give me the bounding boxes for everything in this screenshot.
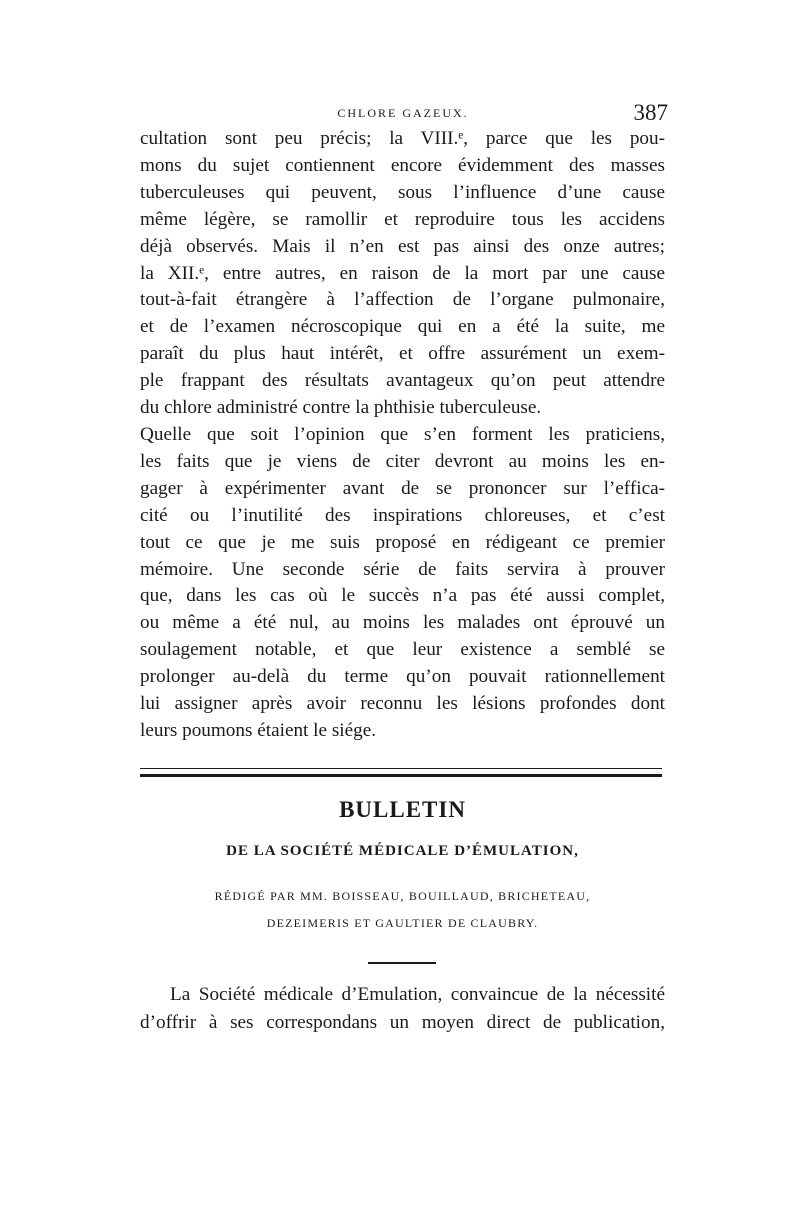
text-line: cultation sont peu précis; la VIII.ᵉ, parce que les pou- <box>140 128 665 149</box>
text-line: tout-à-fait étrangère à l’affection de l’organe pulmonaire, <box>140 289 665 311</box>
editors-line: DEZEIMERIS ET GAULTIER DE CLAUBRY. <box>266 916 539 930</box>
editors-line: RÉDIGÉ PAR MM. BOISSEAU, BOUILLAUD, BRICHETEAU, <box>214 889 591 903</box>
text-line: mons du sujet contiennent encore évidemment des masses <box>140 154 665 176</box>
text-line: gager à expérimenter avant de se prononcer sur l’effica- <box>140 477 665 499</box>
short-divider <box>368 962 436 964</box>
section-divider <box>140 768 662 777</box>
text-line: et de l’examen nécroscopique qui en a été la suite, me <box>140 316 665 338</box>
text-line: soulagement notable, et que leur existence a semblé se <box>140 639 665 661</box>
text-line: la XII.ᵉ, entre autres, en raison de la mort par une cause <box>140 262 665 284</box>
text-line: lui assigner après avoir reconnu les lésions profondes dont <box>140 693 665 715</box>
text-line: que, dans les cas où le succès n’a pas été aussi complet, <box>140 585 665 607</box>
editors-credit <box>140 883 665 937</box>
text-line: ou même a été nul, au moins les malades ont éprouvé un <box>140 612 665 634</box>
text-line: leurs poumons étaient le siége. <box>140 719 377 741</box>
text-line: paraît du plus haut intérêt, et offre assurément un exem- <box>140 343 665 365</box>
body-paragraph <box>140 126 665 745</box>
section-title: BULLETIN <box>339 797 466 822</box>
text-line: tuberculeuses qui peuvent, sous l’influence d’une cause <box>140 181 665 203</box>
text-line: Quelle que soit l’opinion que s’en forment les praticiens, <box>140 423 665 445</box>
text-line: prolonger au-delà du terme qu’on pouvait rationnellement <box>140 666 665 688</box>
text-line: les faits que je viens de citer devront au moins les en- <box>140 450 665 472</box>
text-line: du chlore administré contre la phthisie tuberculeuse. <box>140 397 542 419</box>
text-line: déjà observés. Mais il n’en est pas ainsi des onze autres; <box>140 235 665 257</box>
intro-paragraph <box>140 981 665 1037</box>
running-title: CHLORE GAZEUX. <box>337 106 469 120</box>
text-line: tout ce que je me suis proposé en rédigeant ce premier <box>140 531 665 553</box>
text-line: d’offrir à ses correspondans un moyen direct de publication, <box>140 1012 665 1033</box>
section-subtitle: DE LA SOCIÉTÉ MÉDICALE D’ÉMULATION, <box>226 843 579 859</box>
text-line: mémoire. Une seconde série de faits servira à prouver <box>140 558 665 580</box>
text-line: La Société médicale d’Emulation, convaincue de la nécessité <box>170 984 665 1005</box>
text-line: cité ou l’inutilité des inspirations chloreuses, et c’est <box>140 504 665 526</box>
text-line: même légère, se ramollir et reproduire tous les accidens <box>140 208 665 230</box>
text-line: ple frappant des résultats avantageux qu’on peut attendre <box>140 370 665 392</box>
page-number: 387 <box>633 100 668 125</box>
